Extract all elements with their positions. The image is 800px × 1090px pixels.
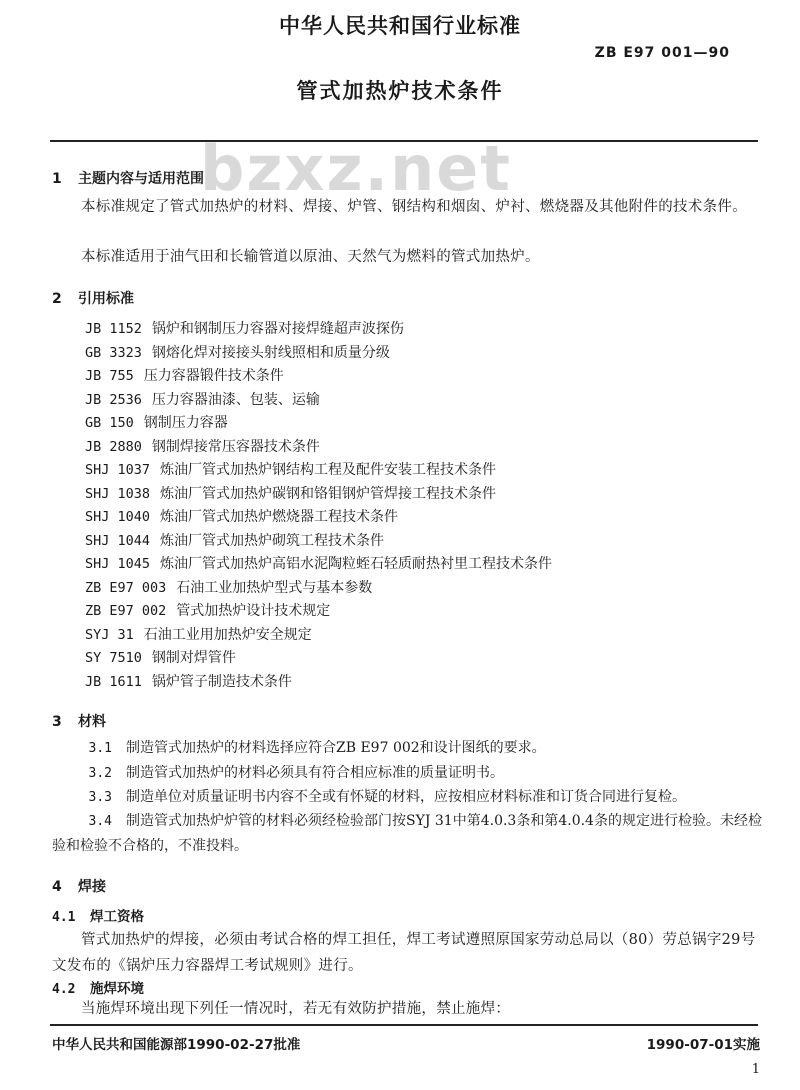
clause-3-2 xyxy=(52,761,766,786)
reference-name: 石油工业加热炉型式与基本参数 xyxy=(176,579,373,596)
subsection-title: 施焊环境 xyxy=(90,981,144,997)
subsection-4-1-paragraph: 管式加热炉的焊接，必须由考试合格的焊工担任，焊工考试遵照原国家劳动总局以（80）劳总锅字29号文发布的《锅炉压力容器焊工考试规则》进行。 xyxy=(52,932,756,974)
reference-name: 压力容器油漆、包装、运输 xyxy=(151,391,320,408)
clause-text: 制造管式加热炉的材料选择应符合ZB E97 002和设计图纸的要求。 xyxy=(126,740,546,756)
reference-code: JB 2880 xyxy=(85,438,142,455)
reference-name: 炼油厂管式加热炉高铝水泥陶粒蛭石轻质耐热衬里工程技术条件 xyxy=(160,556,553,572)
reference-name: 钢熔化焊对接接头射线照相和质量分级 xyxy=(151,344,390,361)
subsection-title: 焊工资格 xyxy=(90,909,144,925)
reference-name: 炼油厂管式加热炉砌筑工程技术条件 xyxy=(160,532,385,549)
reference-code: SHJ 1037 xyxy=(85,462,151,478)
reference-code: SHJ 1044 xyxy=(85,532,151,549)
subsection-4-2-heading xyxy=(52,977,144,997)
list-item xyxy=(85,412,552,436)
clause-number: 3.3 xyxy=(88,790,112,805)
reference-name: 钢制对焊管件 xyxy=(151,650,236,666)
section-number: 1 xyxy=(52,171,62,187)
watermark: bzxz.net xyxy=(200,132,512,205)
reference-name: 炼油厂管式加热炉钢结构工程及配件安装工程技术条件 xyxy=(160,462,497,478)
reference-code: JB 2536 xyxy=(85,391,142,408)
standard-code: ZB E97 001—90 xyxy=(594,45,730,61)
effective-date: 1990-07-01实施 xyxy=(646,1037,760,1053)
section-4-heading xyxy=(52,876,106,896)
section-title: 焊接 xyxy=(78,879,106,895)
reference-code: SHJ 1038 xyxy=(85,485,151,502)
section-1-heading xyxy=(52,168,204,188)
reference-code: SHJ 1045 xyxy=(85,556,151,572)
section-1-paragraph-1: 本标准规定了管式加热炉的材料、焊接、炉管、钢结构和烟囱、炉衬、燃烧器及其他附件的技术条件。 xyxy=(81,199,747,215)
list-item xyxy=(85,483,552,507)
section-title: 主题内容与适用范围 xyxy=(78,171,204,187)
reference-code: JB 1611 xyxy=(85,673,142,690)
clause-3-1 xyxy=(52,736,766,761)
list-item xyxy=(85,365,552,389)
list-item xyxy=(85,318,552,342)
section-number: 3 xyxy=(52,714,62,730)
list-item xyxy=(85,671,552,695)
subsection-4-1-heading xyxy=(52,905,144,925)
reference-code: ZB E97 003 xyxy=(85,579,167,596)
reference-code: SHJ 1040 xyxy=(85,509,151,525)
reference-name: 石油工业用加热炉安全规定 xyxy=(143,626,312,643)
reference-name: 炼油厂管式加热炉燃烧器工程技术条件 xyxy=(160,509,399,525)
clause-number: 3.1 xyxy=(88,741,112,756)
approval-statement: 中华人民共和国能源部1990-02-27批准 xyxy=(52,1037,301,1053)
clause-number: 3.4 xyxy=(88,814,112,829)
section-3-heading xyxy=(52,711,106,731)
reference-name: 钢制焊接常压容器技术条件 xyxy=(151,438,320,455)
section-number: 4 xyxy=(52,879,62,895)
section-title: 材料 xyxy=(78,714,106,730)
reference-code: JB 755 xyxy=(85,368,134,384)
clause-text: 制造管式加热炉炉管的材料必须经检验部门按SYJ 31中第4.0.3条和第4.0.4条的规定进行检验。未经检验和检验不合格的，不准投料。 xyxy=(52,813,762,854)
list-item xyxy=(85,459,552,483)
list-item xyxy=(85,600,552,624)
reference-name: 锅炉管子制造技术条件 xyxy=(151,673,292,690)
reference-name: 压力容器锻件技术条件 xyxy=(143,368,284,384)
section-1-paragraph-2: 本标准适用于油气田和长输管道以原油、天然气为燃料的管式加热炉。 xyxy=(81,249,540,265)
clause-text: 制造单位对质量证明书内容不全或有怀疑的材料，应按相应材料标准和订货合同进行复检。 xyxy=(126,789,686,805)
reference-name: 锅炉和钢制压力容器对接焊缝超声波探伤 xyxy=(151,321,404,337)
reference-code: ZB E97 002 xyxy=(85,603,167,619)
reference-code: GB 3323 xyxy=(85,344,142,361)
industry-standard-header: 中华人民共和国行业标准 xyxy=(279,14,521,38)
list-item xyxy=(85,647,552,671)
document-title: 管式加热炉技术条件 xyxy=(296,79,504,103)
list-item xyxy=(85,553,552,577)
reference-code: SY 7510 xyxy=(85,650,142,666)
list-item xyxy=(85,577,552,601)
list-item xyxy=(85,624,552,648)
subsection-4-2-paragraph: 当施焊环境出现下列任一情况时，若无有效防护措施，禁止施焊： xyxy=(81,1001,511,1017)
clause-3-3 xyxy=(52,785,766,810)
subsection-number: 4.1 xyxy=(52,910,76,925)
subsection-number: 4.2 xyxy=(52,982,76,997)
reference-standards-list xyxy=(85,318,552,694)
section-2-heading xyxy=(52,288,134,308)
reference-code: JB 1152 xyxy=(85,321,142,337)
clause-3-4 xyxy=(52,809,766,859)
reference-name: 炼油厂管式加热炉碳钢和铬钼钢炉管焊接工程技术条件 xyxy=(160,485,497,502)
list-item xyxy=(85,506,552,530)
list-item xyxy=(85,389,552,413)
list-item xyxy=(85,436,552,460)
page-number: 1 xyxy=(751,1062,760,1077)
clause-text: 制造管式加热炉的材料必须具有符合相应标准的质量证明书。 xyxy=(126,765,504,781)
list-item xyxy=(85,530,552,554)
section-number: 2 xyxy=(52,291,62,307)
clause-number: 3.2 xyxy=(88,766,112,781)
reference-name: 钢制压力容器 xyxy=(143,415,228,431)
section-title: 引用标准 xyxy=(78,291,134,307)
reference-name: 管式加热炉设计技术规定 xyxy=(176,603,331,619)
reference-code: GB 150 xyxy=(85,415,134,431)
list-item xyxy=(85,342,552,366)
reference-code: SYJ 31 xyxy=(85,626,134,643)
footer-divider xyxy=(50,1024,758,1026)
